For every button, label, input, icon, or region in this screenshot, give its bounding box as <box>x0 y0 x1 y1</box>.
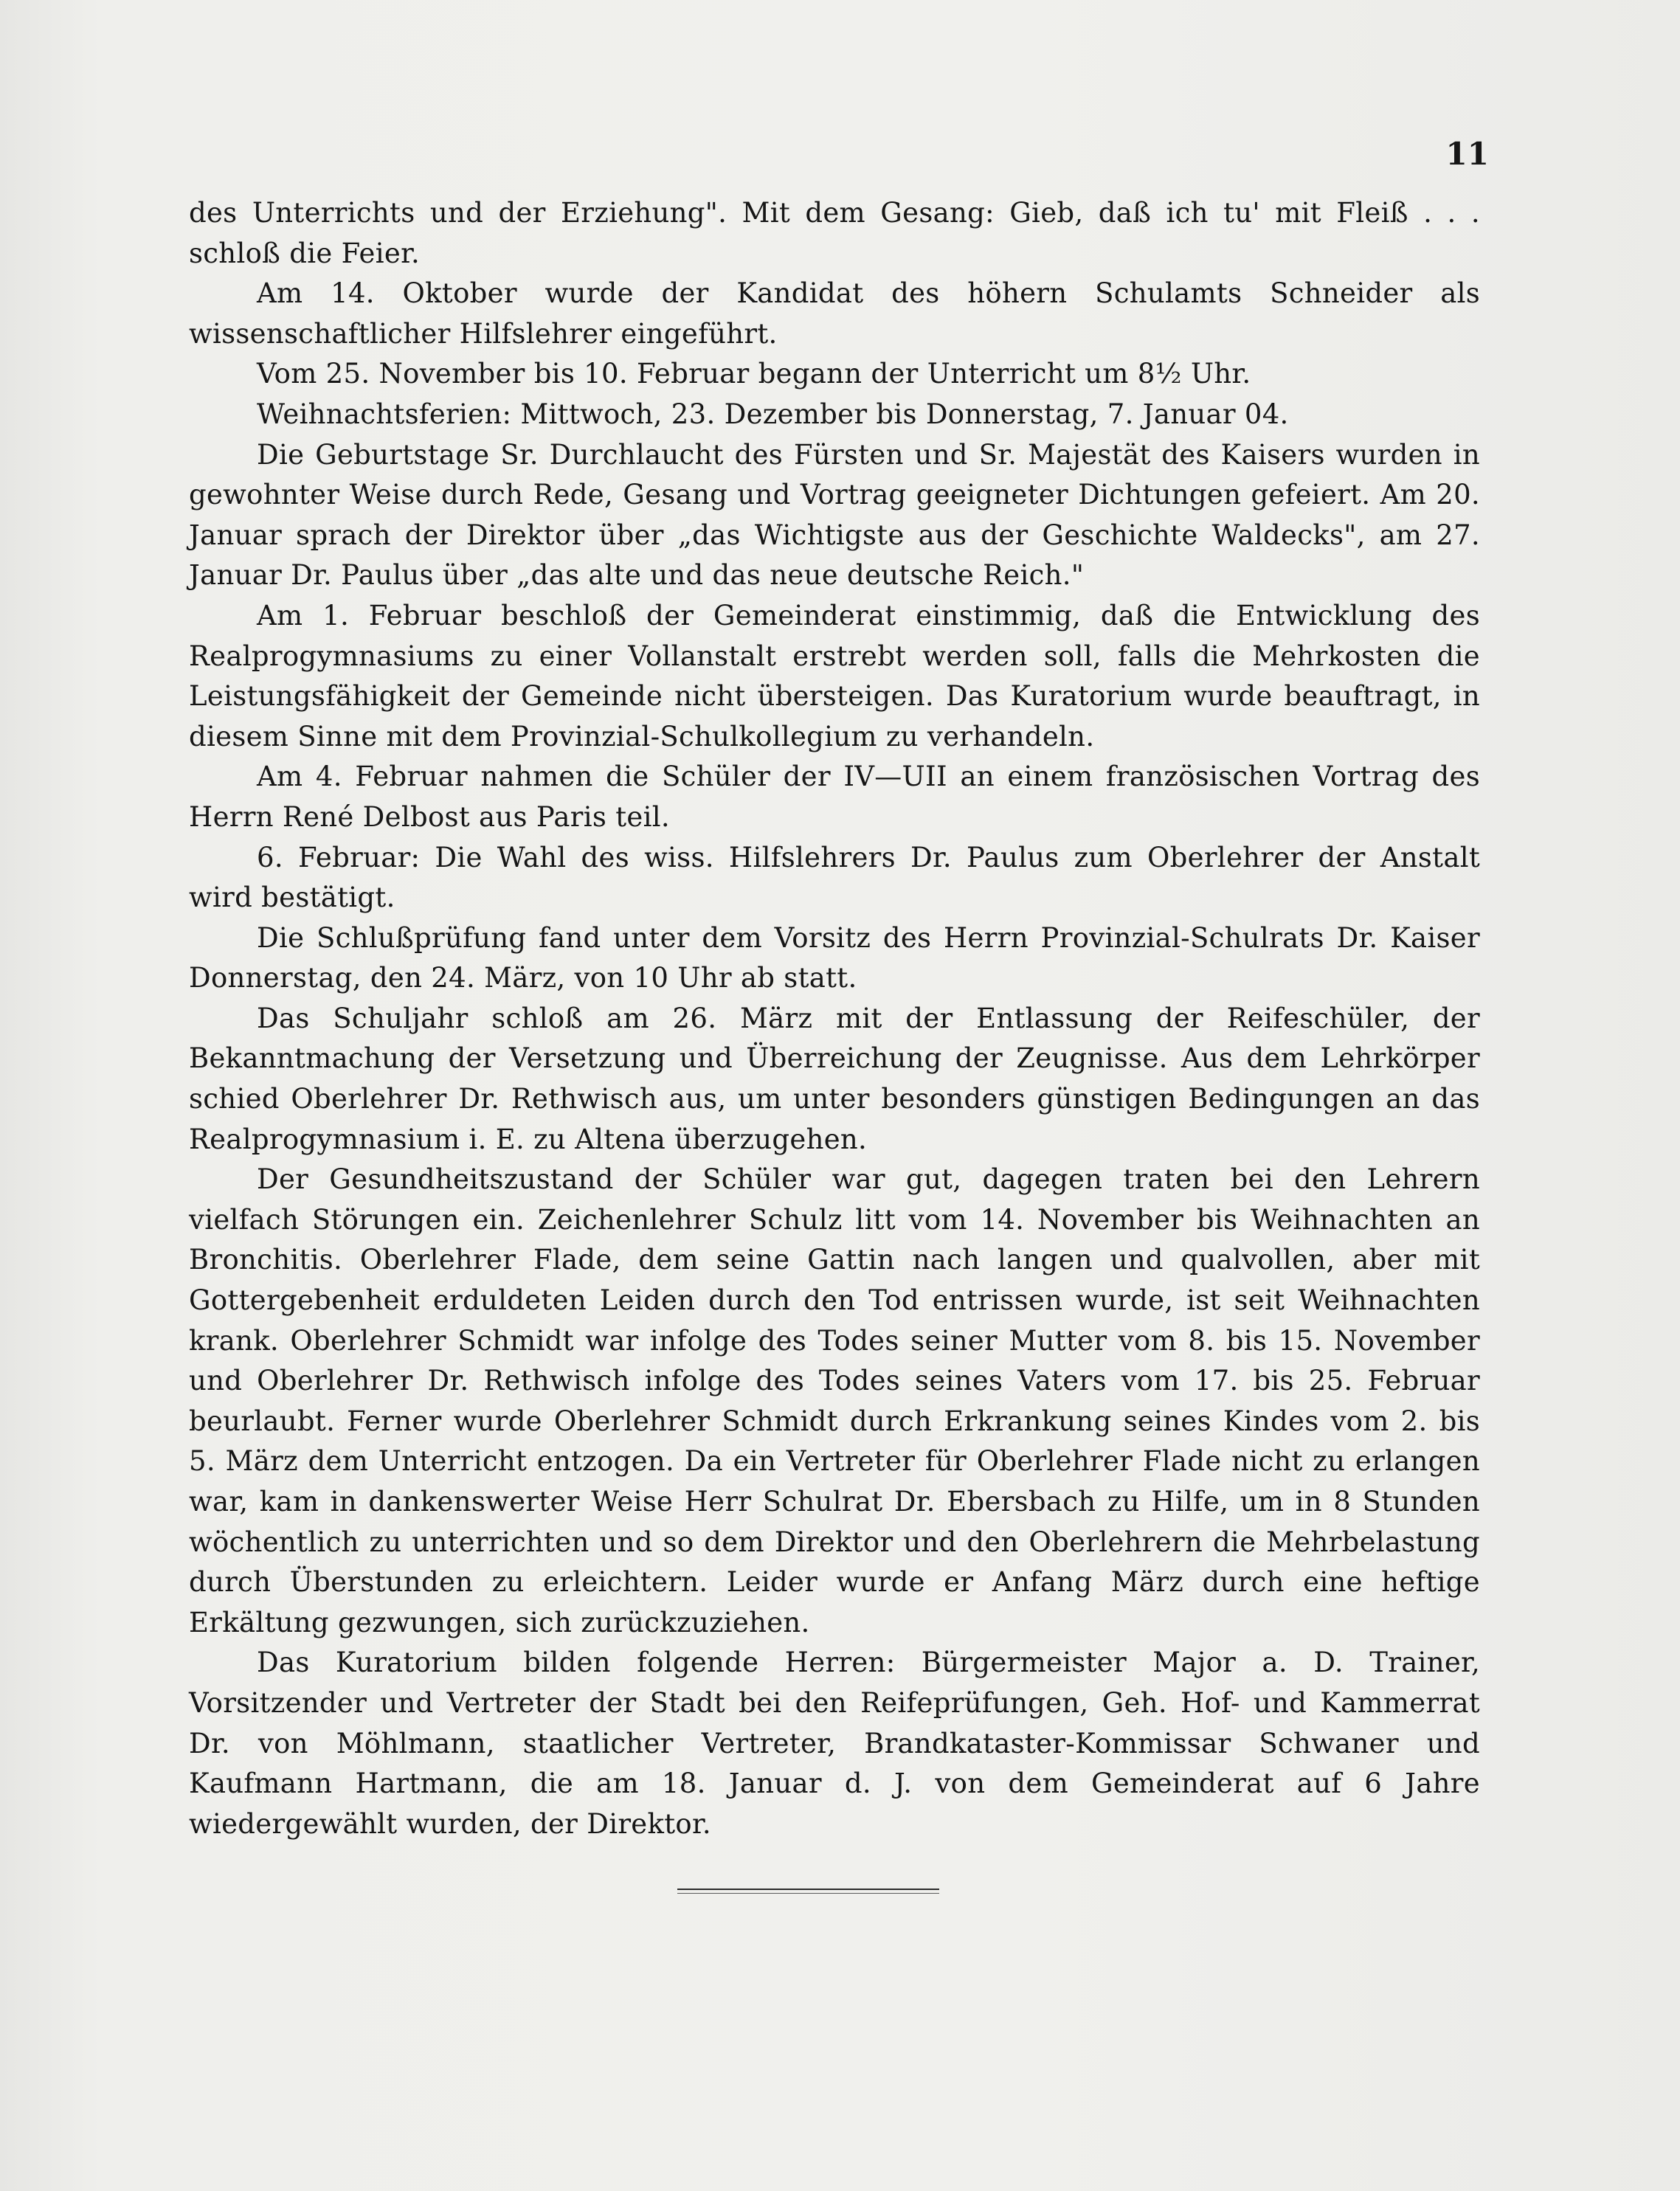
paragraph-french-lecture: Am 4. Februar nahmen die Schüler der IV—UII an einem französischen Vortrag des Herrn René Delbost aus Paris teil. <box>189 761 1480 833</box>
paragraph-council-decision: Am 1. Februar beschloß der Gemeinderat einstimmig, daß die Entwicklung des Realprogymnasiums zu einer Vollanstalt erstrebt werden soll, falls die Mehrkosten die Leistungsfähigkeit der Gemeinde nicht übersteigen. Das Kuratorium wurde beauftragt, in diesem Sinne mit dem Provinzial-Schulkollegium zu verhandeln. <box>189 599 1480 752</box>
paragraph-closing-ceremony: des Unterrichts und der Erziehung". Mit dem Gesang: Gieb, daß ich tu' mit Fleiß . . . schloß die Feier. <box>189 197 1480 269</box>
paragraph-birthday-celebrations: Die Geburtstage Sr. Durchlaucht des Fürsten und Sr. Majestät des Kaisers wurden in gewohnter Weise durch Rede, Gesang und Vortrag geeigneter Dichtungen gefeiert. Am 20. Januar sprach der Direktor über „das Wichtigste aus der Geschichte Waldecks", am 27. Januar Dr. Paulus über „das alte und das neue deutsche Reich." <box>189 438 1480 592</box>
body-text <box>189 193 1480 1844</box>
paragraph-winter-schedule: Vom 25. November bis 10. Februar begann der Unterricht um 8½ Uhr. <box>257 358 1251 390</box>
paragraph-school-year-end: Das Schuljahr schloß am 26. März mit der Entlassung der Reifeschüler, der Bekanntmachung der Versetzung und Überreichung der Zeugnisse. Aus dem Lehrkörper schied Oberlehrer Dr. Rethwisch aus, um unter besonders günstigen Bedingungen an das Realprogymnasium i. E. zu Altena überzugehen. <box>189 1002 1480 1155</box>
paragraph-appointment-confirmed: 6. Februar: Die Wahl des wiss. Hilfslehrers Dr. Paulus zum Oberlehrer der Anstalt wird bestätigt. <box>189 841 1480 914</box>
paragraph-new-assistant-teacher: Am 14. Oktober wurde der Kandidat des höhern Schulamts Schneider als wissenschaftlicher Hilfslehrer eingeführt. <box>189 277 1480 350</box>
paragraph-board-of-trustees: Das Kuratorium bilden folgende Herren: Bürgermeister Major a. D. Trainer, Vorsitzender und Vertreter der Stadt bei den Reifeprüfungen, Geh. Hof- und Kammerrat Dr. von Möhlmann, staatlicher Vertreter, Brandkataster-Kommissar Schwaner und Kaufmann Hartmann, die am 18. Januar d. J. von dem Gemeinderat auf 6 Jahre wiedergewählt wurden, der Direktor. <box>189 1647 1480 1840</box>
page-number: 11 <box>1445 136 1489 172</box>
paragraph-final-examination: Die Schlußprüfung fand unter dem Vorsitz des Herrn Provinzial-Schulrats Dr. Kaiser Donnerstag, den 24. März, von 10 Uhr ab statt. <box>189 921 1480 994</box>
section-end-rule <box>677 1889 939 1890</box>
paragraph-health-status: Der Gesundheitszustand der Schüler war gut, dagegen traten bei den Lehrern vielfach Störungen ein. Zeichenlehrer Schulz litt vom 14. November bis Weihnachten an Bronchitis. Oberlehrer Flade, dem seine Gattin nach langen und qualvollen, aber mit Gottergebenheit erduldeten Leiden durch den Tod entrissen wurde, ist seit Weihnachten krank. Oberlehrer Schmidt war infolge des Todes seiner Mutter vom 8. bis 15. November und Oberlehrer Dr. Rethwisch infolge des Todes seines Vaters vom 17. bis 25. Februar beurlaubt. Ferner wurde Oberlehrer Schmidt durch Erkrankung seines Kindes vom 2. bis 5. März dem Unterricht entzogen. Da ein Vertreter für Oberlehrer Flade nicht zu erlangen war, kam in dankenswerter Weise Herr Schulrat Dr. Ebersbach zu Hilfe, um in 8 Stunden wöchentlich zu unterrichten und so dem Direktor und den Oberlehrern die Mehrbelastung durch Überstunden zu erleichtern. Leider wurde er Anfang März durch eine heftige Erkältung gezwungen, sich zurückzuziehen. <box>189 1163 1480 1638</box>
paragraph-christmas-holidays: Weihnachtsferien: Mittwoch, 23. Dezember bis Donnerstag, 7. Januar 04. <box>257 398 1289 430</box>
